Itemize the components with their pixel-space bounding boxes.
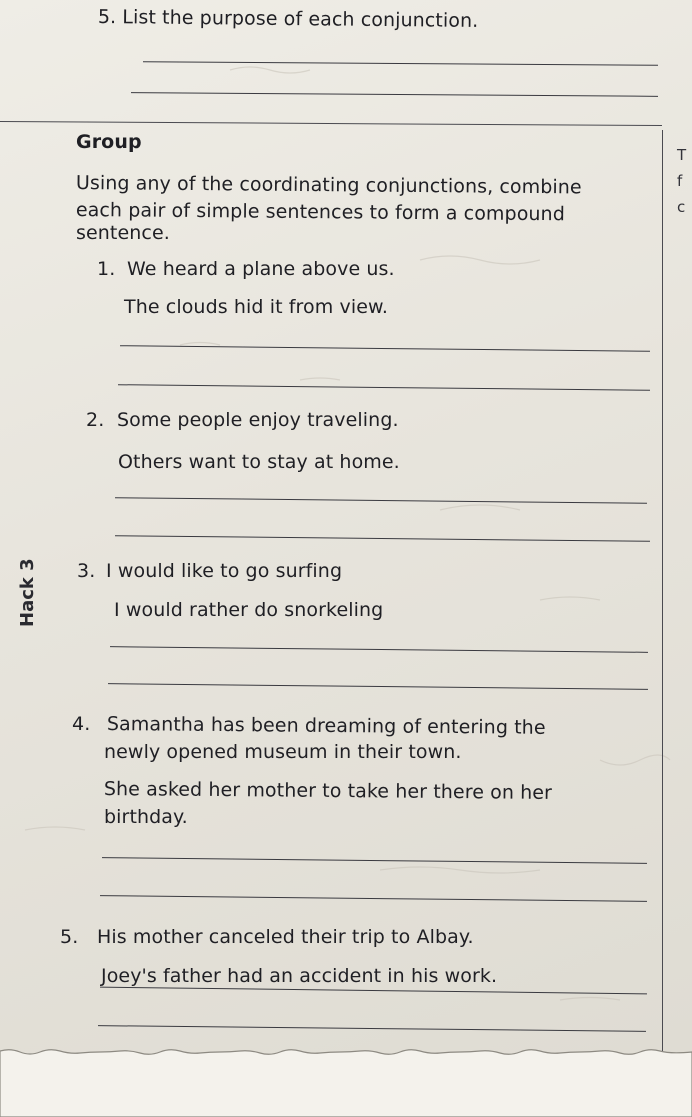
sentence: Samantha has been dreaming of entering the <box>106 713 546 739</box>
answer-line[interactable] <box>120 345 650 352</box>
sentence: newly opened museum in their town. <box>104 741 462 763</box>
answer-line[interactable] <box>115 497 647 504</box>
right-margin-column <box>662 130 692 1070</box>
sentence: Joey's father had an accident in his work. <box>101 965 498 987</box>
answer-line[interactable] <box>115 535 650 542</box>
margin-letter: T <box>677 146 687 164</box>
answer-line[interactable] <box>108 683 648 690</box>
item-number: 2. <box>86 409 105 431</box>
answer-line[interactable] <box>118 384 650 391</box>
instruction-line: Using any of the coordinating conjunctions, combine <box>75 172 582 199</box>
sentence: birthday. <box>104 806 188 828</box>
hack-side-tab: Hack 3 <box>17 558 38 627</box>
margin-letter: c <box>677 198 686 216</box>
torn-page-edge <box>0 1040 692 1117</box>
instruction-line: sentence. <box>76 222 170 244</box>
sentence: The clouds hid it from view. <box>124 296 389 318</box>
margin-letter: f <box>677 172 683 190</box>
sentence: His mother canceled their trip to Albay. <box>97 926 474 948</box>
item-number: 3. <box>77 560 96 582</box>
section-divider <box>0 121 662 126</box>
item-number: 4. <box>72 713 91 735</box>
answer-line[interactable] <box>131 92 658 97</box>
sentence: Others want to stay at home. <box>118 451 400 473</box>
answer-line[interactable] <box>110 646 648 653</box>
answer-line[interactable] <box>100 895 647 902</box>
item-number: 5. <box>60 926 79 948</box>
group-heading: Group <box>76 131 142 153</box>
answer-line[interactable] <box>143 61 658 66</box>
sentence: We heard a plane above us. <box>127 258 395 280</box>
answer-line[interactable] <box>100 987 647 995</box>
answer-line[interactable] <box>98 1025 646 1032</box>
sentence: She asked her mother to take her there on her <box>103 778 553 804</box>
answer-line[interactable] <box>102 857 647 864</box>
top-question: 5. List the purpose of each conjunction. <box>97 6 479 32</box>
sentence: I would rather do snorkeling <box>114 599 384 621</box>
sentence: I would like to go surfing <box>106 560 343 582</box>
sentence: Some people enjoy traveling. <box>117 409 399 431</box>
item-number: 1. <box>97 258 116 280</box>
instruction-line: each pair of simple sentences to form a compound <box>75 199 566 226</box>
